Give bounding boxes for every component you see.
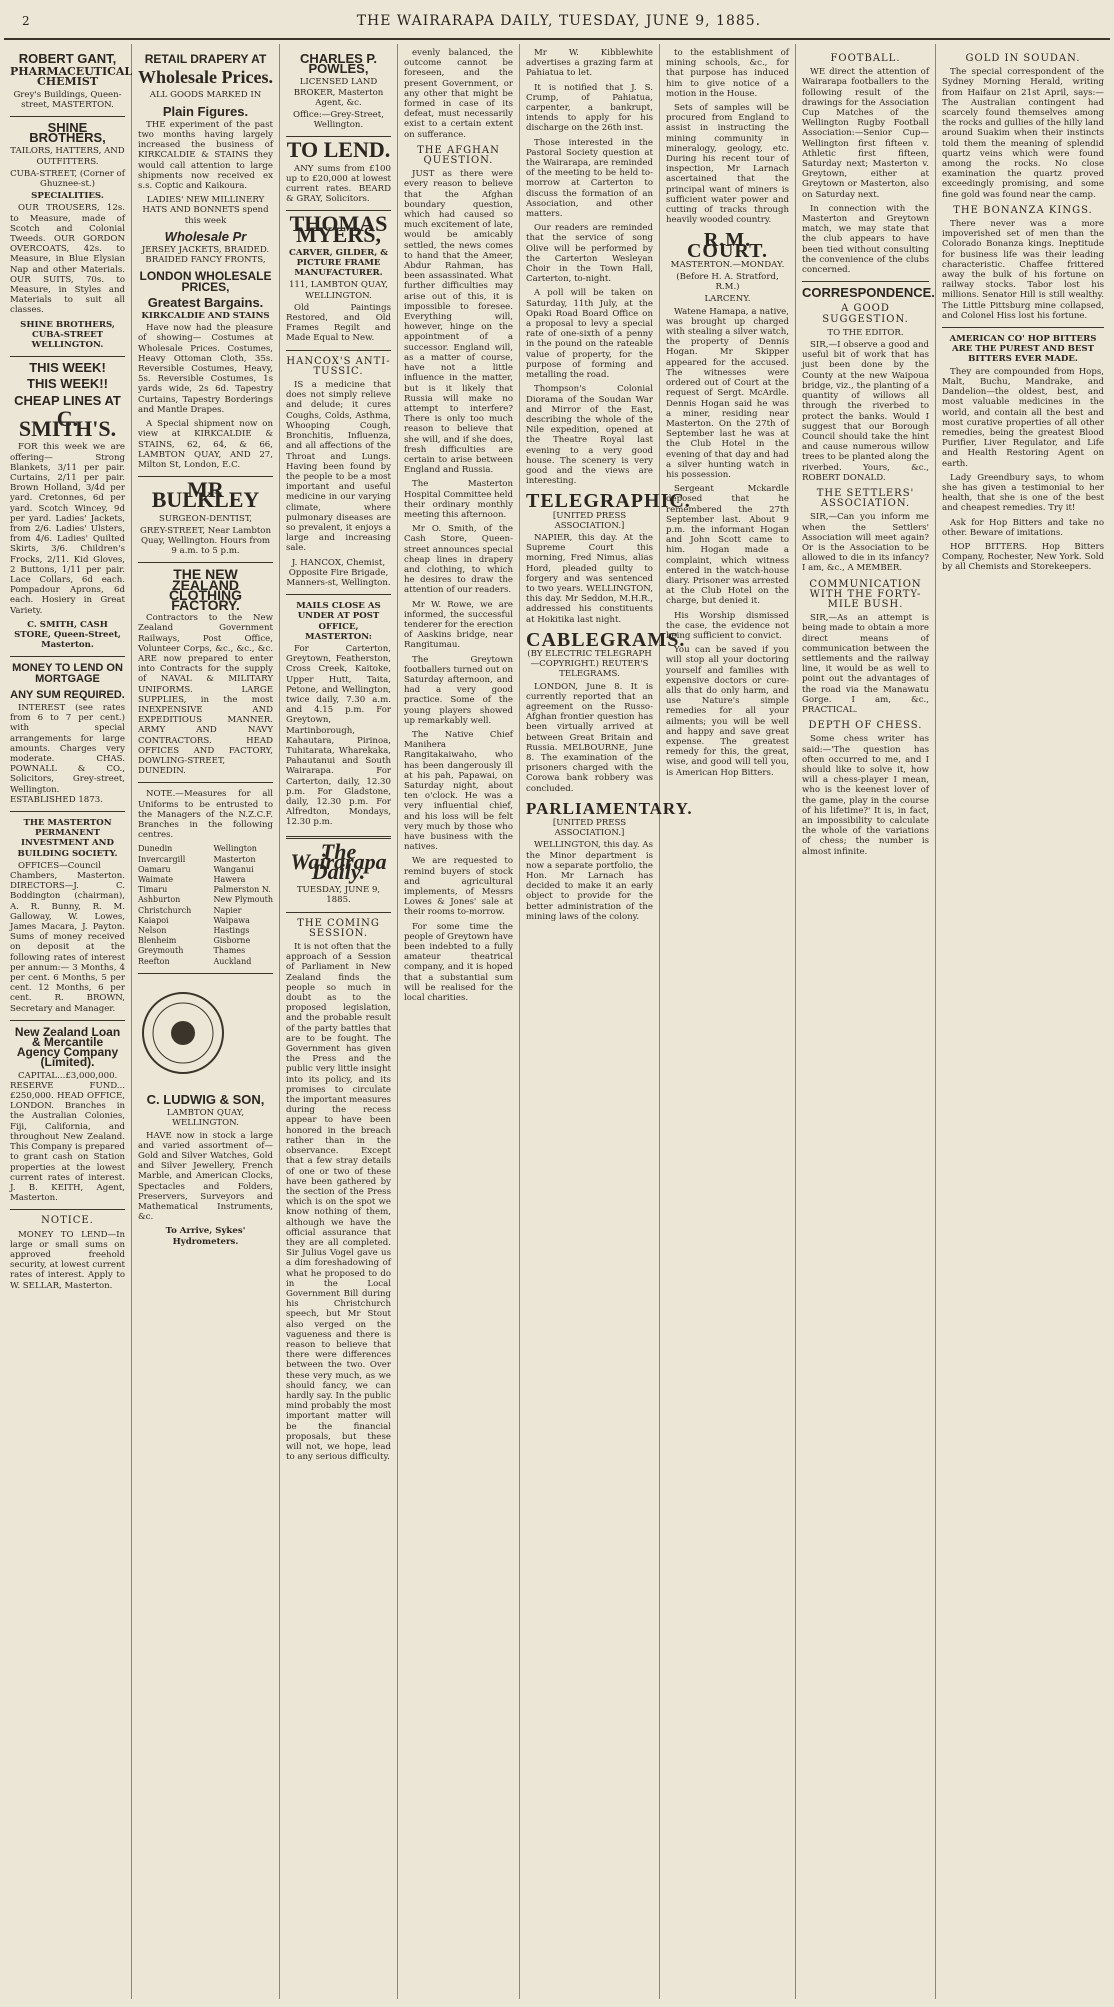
ludwig-body: HAVE now in stock a large and varied assortment of— Gold and Silver Watches, Gold and Silver Jewellery, French Marble, and American Clocks, Spectacles and Folders, Preservers, Surveyors and Mathematical Instruments, &c. xyxy=(138,1130,273,1223)
branch-item: Hastings xyxy=(213,926,250,936)
sergt-body: Sergeant Mckardle deposed that he remembered the 27th September last. About 9 p.m. the informant Hogan and John Scott came to him. Hogan made a complaint, which witness entered in the watch-house diary. Prisoner was arrested at the Club Hotel on the charge, but denied it. xyxy=(666,484,789,607)
tender: Mr W. Rowe, we are informed, the successful tenderer for the erection of Aaskins bridge, near Rangitumau. xyxy=(404,599,513,651)
railway-note: A poll will be taken on Saturday, 11th July, at the Opaki Road Board Office on a proposal to levy a special rate of one-sixth of a penny in the pound on the rateable value of property, for the purpose of forming and metalling the road. xyxy=(526,288,653,381)
branch-item: Greymouth xyxy=(138,946,184,956)
forty-mile-title: COMMUNICATION WITH THE FORTY-MILE BUSH. xyxy=(809,578,922,610)
cablegrams-body: LONDON, June 8. It is currently reported that an agreement on the Russo-Afghan frontier question has been virtually arrived at between Great Britain and Russia. MELBOURNE, June 8. The examination of the prisoners charged with the Corowa bank robbery was concluded. xyxy=(526,681,653,794)
forty-mile-body: SIR,—As an attempt is being made to obtain a more direct means of communication between the settlements and the railway line, it would be as well to point out the advantages of the road via the Manawatu Gorge. I am, &c., PRACTICAL. xyxy=(802,613,929,715)
chess-body: Some chess writer has said:—'The question has often occurred to me, and I should like to solve it, how will a chess-player I mean, who is the keenest lover of the game, play in the course of his lifetime?' It is, in fact, an impossibility to calculate the whole of the variations of chess; the number is almost infinite. xyxy=(802,734,929,857)
football-body-2: In connection with the Masterton and Greytown match, we may state that the club appears to have been tied without consulting the convenience of the clubs concerned. xyxy=(802,203,929,276)
myers-trade: CARVER, GILDER, & PICTURE FRAME MANUFACTURER. xyxy=(289,247,388,279)
clothing-body: Contractors to the New Zealand Government Railways, Post Office, Volunteer Corps, &c., &c., &c. ARE now prepared to enter into Contracts for the supply of NAVAL & MILITARY UNIFORMS. LARGE SUPPLIES, in the most INEXPENSIVE AND EXPEDITIOUS MANNER. ARMY AND NAVY CONTRACTORS. HEAD OFFICES AND FACTORY, DOWLING-STREET, DUNEDIN. xyxy=(138,613,273,777)
rm-court-body: Watene Hamapa, a native, was brought up charged with stealing a silver watch, the property of Dennis Hogan. Mr Skipper appeared for the accused. The witnesses were ordered out of Court at the request of Sergt. McArdle. Dennis Hogan said he was a miner, residing near Masterton. On the 27th of September last he was at the Club Hotel in the evening of that day and had a silver hunting watch in his possession. xyxy=(666,306,789,480)
mails-body: For Carterton, Greytown, Featherston, Cross Creek, Kaitoke, Upper Hutt, Taita, Petone, and Wellington, twice daily, 7.30 a.m. and 4.15 p.m. For Greytown, Martinborough, Kahautara, Pirinoa, Tuhitarata, Wharekaka, Pahautanui and South Wairarapa. For Carterton, daily, 12.30 p.m. For Gladstone, daily, 12.30 p.m. For Alfredton, Mondays, 12.30 p.m. xyxy=(286,643,391,828)
football-body: WE direct the attention of Wairarapa footballers to the following result of the drawings for the Association Cup Matches of the Wellington Rugby Football Association:—Senior Cup—Wellington first fifteen v. Athletic first fifteen, Saturday next; Masterton v. Greytown, either at Greytown or Masterton, also on Saturday next. xyxy=(802,67,929,200)
thompson-note: Thompson's Colonial Diorama of the Soudan War and Mirror of the East, describing the whole of the Nile expedition, opened at the Theatre Royal last evening to a very good house. The scenery is very good and the views are interesting. xyxy=(526,384,653,487)
branch-item: Nelson xyxy=(138,926,167,936)
to-the-editor: TO THE EDITOR. xyxy=(827,327,904,338)
reps: We are requested to remind buyers of stock and agricultural implements, of Messrs Lowes & Jones' sale at their rooms to-morrow. xyxy=(404,856,513,918)
lady-body: Lady Greendbury says, to whom she has given a testimonial to her health, that she is one of the best and cheapest remedies. Try it! xyxy=(942,472,1104,514)
bonanza-body: There never was a more impoverished set of men than the Colorado Bonanza kings. Ineptitude for business life was their leading characteristic. Chaffee frittered away the bulk of his fortune on railway stocks. Tabor lost his millions. Senator Hill is still wealthy. The Little Pittsburg mine collapsed, and Colonel Hiss lost his fortune. xyxy=(942,219,1104,321)
smiths-banner: C. SMITH'S. xyxy=(18,405,117,442)
column-3 xyxy=(280,44,398,1999)
smith-body: FOR this week we are offering— Strong Blankets, 3/11 per pair. Curtains, 2/11 per pair. Brown Holland, 3/4d per yard. Cretonnes, 6d per yard. Scotch Wincey, 9d per yard. Ladies' Jackets, from 2/6. Ladies' Ulsters, from 4/6. Ladies' Quilted Skirts, 3/6. Children's Frocks, 2/11. Kid Gloves, 2 Buttons, 1/11 per pair. Lace Collars, 6d each. Pompadour Aprons, 6d each. Hosiery in Great Variety. xyxy=(10,442,125,616)
shine-address: CUBA-STREET, (Corner of Ghuznee-st.) xyxy=(10,168,125,190)
newspaper-page xyxy=(4,4,1110,2003)
powles-name: CHARLES P. POWLES, xyxy=(299,51,378,77)
soudan-body: The special correspondent of the Sydney Morning Herald, writing from Haifaur on 21st April, says:—The Australian contingent had scarcely found themselves among the rocks and gullies of the hilly land around Suakim when their instincts told them the meaning of splendid quartz veins which were found among the rocks. No close examination the quartz proved exceedingly promising, and some fine gold was found near the camp. xyxy=(942,67,1104,200)
shine-specialities: SPECIALITIES. xyxy=(31,191,104,202)
ludwig-seal-icon xyxy=(138,988,228,1078)
retail-body: THE experiment of the past two months having largely increased the business of KIRKCALDIE & STAINS they would call attention to large shipments now received ex s.s. Coptic and Kaikoura. xyxy=(138,119,273,192)
ludwig-name: C. LUDWIG & SON, xyxy=(146,1092,265,1108)
hancox-title: HANCOX'S ANTI-TUSSIC. xyxy=(286,355,391,377)
bulkley-name: MR BULKLEY xyxy=(151,477,260,513)
mails-title: MAILS CLOSE AS UNDER AT POST OFFICE, MASTERTON: xyxy=(296,601,381,642)
notice-title: NOTICE. xyxy=(41,1215,94,1227)
to-lend-body: ANY sums from £100 up to £20,000 at lowest current rates. BEARD & GRAY, Solicitors. xyxy=(286,163,391,205)
editorial-body: It is not often that the approach of a Session of Parliament in New Zealand finds the people so much in doubt as to the proposed legislation, and the probable result of the party battles that are to be fought. The Government has given the Press and the public very little insight into its policy, and its promises to circulate the important measures during the recess appear to have been honored in the breach rather than in the observance. Except that a few stray details of one or two of these have been gathered by the section of the Press which is on the spot we know nothing of them, although we have the official assurance that they are all completed. Sir Julius Vogel gave us a dim foreshadowing of what he proposed to do in the Local Government Bill during his Christchurch speech, but Mr Stout also verged on the vagueness and there is reason to believe that there were differences between the two. Over these very much, as we should fancy, we can hardly say. In the public mind probably the most important matter will be the financial proposals, but these will not, we hope, lead to any serious difficulty. xyxy=(286,942,391,1463)
kirk-body: Have now had the pleasure of showing— Costumes at Wholesale Prices. Costumes, Heavy Ottoman Cloth, 35s. Reversible Costumes, Heavy, 5s. Reversible Costumes, 1s yards wide, 2s 6d. Tapestry Curtains, Tapestry Borderings and Mantle Drapes. xyxy=(138,323,273,415)
notice-body: MONEY TO LEND—In large or small sums on approved freehold security, at lowest current rates of interest. Apply to W. SELLAR, Masterton. xyxy=(10,1229,125,1291)
paper-date: TUESDAY, JUNE 9, 1885. xyxy=(296,885,381,906)
ludwig-agent: To Arrive, Sykes' Hydrometers. xyxy=(165,1226,246,1247)
soudan-title: GOLD IN SOUDAN. xyxy=(965,53,1081,64)
rm-court-title: R.M. COURT. xyxy=(686,229,769,262)
intro-note: Mr W. Kibblewhite advertises a grazing farm at Pahiatua to let. xyxy=(526,48,653,79)
branch-item: New Plymouth xyxy=(213,895,273,905)
branch-item: Hawera xyxy=(213,875,246,885)
money-title: MONEY TO LEND ON MORTGAGE xyxy=(12,662,123,685)
football-note: The Greytown footballers turned out on Saturday afternoon, and had a very good practice. Some of the young players showed up remarkably well. xyxy=(404,654,513,726)
column-4 xyxy=(398,44,520,1999)
parliamentary-title: PARLIAMENTARY. xyxy=(526,798,693,818)
hancox-body: IS a medicine that does not simply relieve and delude; it cures Coughs, Colds, Asthma, Whooping Cough, Bronchitis, Influenza, and all affections of the Throat and Lungs. Having been found by the people to be a most important and useful medicine in our varying climate, where pulmonary diseases are so prevalent, it enjoys a large and increasing sale. xyxy=(286,380,391,554)
settlers-body: SIR,—Can you inform me when the Settlers' Association will meet again? Or is the Association to be allowed to die in its infancy? I am, &c., A MEMBER. xyxy=(802,512,929,574)
closing-note: For some time the people of Greytown have been indebted to a fully amateur theatrical company, and it is hoped that a substantial sum will be realised for the local charities. xyxy=(404,921,513,1004)
correspondence-title: CORRESPONDENCE. xyxy=(802,285,935,301)
hospital-body: The Masterton Hospital Committee held their ordinary monthly meeting this afternoon. xyxy=(404,479,513,520)
branch-item: Timaru xyxy=(138,885,168,895)
myers-name: THOMAS MYERS, xyxy=(289,211,388,247)
powles-trade: LICENSED LAND BROKER, Masterton Agent, &c. xyxy=(293,77,384,108)
shine-name: SHINE BROTHERS, xyxy=(29,120,106,146)
telegraphic-press: [UNITED PRESS ASSOCIATION.] xyxy=(552,510,627,531)
branch-item: Christchurch xyxy=(138,905,192,915)
smith-address: C. SMITH, CASH STORE, Queen-Street, Masterton. xyxy=(14,619,121,651)
branch-item: Wellington xyxy=(213,844,257,854)
bulkley-trade: SURGEON-DENTIST, xyxy=(158,513,253,524)
wholesale-heading: Wholesale Prices. xyxy=(138,67,273,88)
footer-body: HOP BITTERS. Hop Bitters Company, Rochester, New York. Sold by all Chemists and Storekeepers. xyxy=(942,541,1104,573)
closing-ad: You can be saved if you will stop all your doctoring yourself and families with expensive doctors or cure-alls that do only harm, and use Nature's simple remedies for all your ailments; you will be well and happy and save great expense. The greatest remedy for this, the great, wise, and good will tell you, is American Hop Bitters. xyxy=(666,645,789,778)
paper-name: The Wairarapa Daily. xyxy=(290,838,387,885)
nz-loan-title: New Zealand Loan & Mercantile Agency Company (Limited). xyxy=(14,1024,121,1070)
branch-item: Masterton xyxy=(213,854,256,864)
branch-item: Waimate xyxy=(138,875,174,885)
column-1 xyxy=(4,44,132,1999)
columns xyxy=(4,44,1110,1999)
telegraphic-body: NAPIER, this day. At the Supreme Court this morning, Fred Nimus, alias Hord, pleaded guilty to forgery and was sentenced to two years. WELLINGTON, this day. Mr Seddon, M.H.R., addressed his constituents at Hokitika last night. xyxy=(526,532,653,625)
shine-body: OUR TROUSERS, 12s. to Measure, made of Scotch and Colonial Tweeds. OUR GORDON OVERCOATS, 42s. to Measure, in Blue Elysian Nap and other Materials. OUR SUITS, 70s. to Measure, in Styles and Materials to suit all classes. xyxy=(10,203,125,316)
jersey: JERSEY JACKETS, BRAIDED. BRAIDED FANCY FRONTS, xyxy=(141,245,270,266)
money-body: INTEREST (see rates from 6 to 7 per cent.) with special arrangements for large amounts. Charges very moderate. CHAS. POWNALL & CO., Solicitors, Grey-street, Wellington. ESTABLISHED 1873. xyxy=(10,702,125,805)
branch-item: Napier xyxy=(213,905,242,915)
hop-bitters-title: AMERICAN CO' HOP BITTERS ARE THE PUREST AND BEST BITTERS EVER MADE. xyxy=(949,334,1097,365)
branch-list-a xyxy=(138,844,191,966)
bulkley-address: GREY-STREET, Near Lambton Quay, Wellington. Hours from 9 a.m. to 5 p.m. xyxy=(139,525,272,557)
telegraphic-title: TELEGRAPHIC. xyxy=(526,490,691,513)
branch-item: Invercargill xyxy=(138,854,186,864)
native-chief: The Native Chief Manihera Rangitakaiwaho, who has been dangerously ill at his pah, Papawai, on Saturday night, about ten o'clock. He was a very influential chief, and his loss will be felt very much by those who have business with the natives. xyxy=(404,730,513,853)
bonanza-title: THE BONANZA KINGS. xyxy=(953,204,1093,216)
ludwig-address: LAMBTON QUAY, WELLINGTON. xyxy=(166,1108,245,1129)
newspaper-title: THE WAIRARAPA DAILY, TUESDAY, JUNE 9, 1885. xyxy=(356,13,762,29)
chess-title: DEPTH OF CHESS. xyxy=(808,720,923,732)
all-goods: ALL GOODS MARKED IN xyxy=(149,90,262,101)
powles-office: Office:—Grey-Street, Wellington. xyxy=(293,110,384,131)
gant-trade: PHARMACEUTICAL CHEMIST xyxy=(10,65,133,89)
parliamentary-press: [UNITED PRESS ASSOCIATION.] xyxy=(552,818,627,839)
afghan-body: JUST as there were every reason to believe that the Afghan boundary question, which had caused so much excitement of late, would be amicably settled, the news comes to hand that the Ameer, Abdur Rahman, has been assassinated. What further difficulties may arise out of this, it is impossible to foresee. Everything will, however, hinge on the appointment of a successor. England will, as a matter of course, have not a little influence in the matter, but is it likely that Russia will make no attempt to interfere? There is only too much reason to believe that she will, and if she does, fresh difficulties are certain to arise between England and Russia. xyxy=(404,169,513,476)
myers-address: 111, LAMBTON QUAY, WELLINGTON. xyxy=(288,280,389,301)
chinaman-note: Ask for Hop Bitters and take no other. Beware of imitations. xyxy=(942,517,1104,538)
branches-note: NOTE.—Measures for all Uniforms to be entrusted to the Managers of the N.Z.C.F. Branches in the following centres. xyxy=(138,789,273,841)
column-7 xyxy=(796,44,936,1999)
masthead xyxy=(4,4,1110,40)
football-title: FOOTBALL. xyxy=(830,53,901,64)
gant-address: Grey's Buildings, Queen-street, MASTERTON. xyxy=(13,89,122,110)
editorial-continued: evenly balanced, the outcome cannot be foreseen, and the present Government, or any other that might be formed in case of its defeat, must necessarily exist to a certain extent on sufferance. xyxy=(404,48,513,140)
branch-item: Oamaru xyxy=(138,864,171,874)
branch-list-b xyxy=(213,844,273,966)
kirk-visit: A Special shipment now on view at KIRKCALDIE & STAINS, 62, 64, & 66, LAMBTON QUAY, AND 27, Milton St, London, E.C. xyxy=(138,419,273,470)
shine-footer: SHINE BROTHERS, CUBA-STREET WELLINGTON. xyxy=(20,319,115,351)
branch-item: Auckland xyxy=(213,956,252,966)
branch-item: Wanganui xyxy=(213,864,254,874)
column-5 xyxy=(520,44,693,1999)
branch-item: Kaiapoi xyxy=(138,915,169,925)
branch-item: Waipawa xyxy=(213,915,250,925)
column-8 xyxy=(936,44,1110,1999)
discharged-note: His Worship dismissed the case, the evidence not being sufficient to convict. xyxy=(666,610,789,641)
branch-item: Ashburton xyxy=(138,895,181,905)
afghan-title: THE AFGHAN QUESTION. xyxy=(417,144,500,167)
plain-figures: Plain Figures. xyxy=(162,103,249,119)
hancox-seller: J. HANCOX, Chemist, Opposite Fire Brigade, Manners-st, Wellington. xyxy=(286,557,391,588)
parliamentary-body: WELLINGTON, this day. As the Minor department is now a separate portfolio, the Hon. Mr Larnach has decided to make it an early object to provide for the better administration of the mining laws of the colony. xyxy=(526,840,653,922)
nz-loan-body: CAPITAL...£3,000,000. RESERVE FUND...£250,000. HEAD OFFICE, LONDON. Branches in the Australian Colonies, Fiji, California, and throughout New Zealand. This Company is prepared to grant cash on Station properties at the lowest current rates of interest. J. B. KEITH, Agent, Masterton. xyxy=(10,1070,125,1204)
settlers-title: THE SETTLERS' ASSOCIATION. xyxy=(816,487,915,510)
branch-list xyxy=(138,844,273,966)
mining-intro: to the establishment of mining schools, &c., for that purpose has induced him to give notice of a motion in the House. xyxy=(666,48,789,99)
shine-trade: TAILORS, HATTERS, AND OUTFITTERS. xyxy=(10,146,125,167)
cablegrams-press: (BY ELECTRIC TELEGRAPH—COPYRIGHT.) REUTER'S TELEGRAMS. xyxy=(527,648,652,680)
branch-item: Blenheim xyxy=(138,936,177,946)
clothing-title: THE NEW ZEALAND CLOTHING FACTORY. xyxy=(168,566,243,613)
this-week-2: THIS WEEK!! xyxy=(27,376,108,392)
hop-body: They are compounded from Hops, Malt, Buchu, Mandrake, and Dandelion—the oldest, best, and most valuable medicines in the world, and contain all the best and most curative properties of all other remedies, being the greatest Blood Purifier, Liver Regulator, and Life and Health Restoring Agent on earth. xyxy=(942,366,1104,469)
building-title: THE MASTERTON PERMANENT INVESTMENT AND BUILDING SOCIETY. xyxy=(17,818,118,859)
building-body: OFFICES—Council Chambers, Masterton. DIRECTORS—J. C. Boddington (chairman), A. R. Bunny, R. M. Galloway, W. Lowes, James Macara, J. Payton. Sums of money received on deposit at the following rates of interest per annum:— 3 Months, 4 per cent. 6 Months, 5 per cent. 12 Months, 6 per cent. R. BROWN, Secretary and Manager. xyxy=(10,860,125,1014)
to-lend: TO LEND. xyxy=(286,137,391,163)
wholesale-pr: Wholesale Pr xyxy=(164,228,247,244)
mining-body: Sets of samples will be procured from England to assist in instructing the mining community in mineralogy, geology, etc. During his recent tour of inspection, Mr Larnach ascertained that the principal want of miners is sufficient water power and cutting of tracks through heavily wooded country. xyxy=(666,103,789,226)
column-6 xyxy=(660,44,796,1999)
cash-store: Mr O. Smith, of the Cash Store, Queen-street announces special cheap lines in drapery and clothing, to which he desires to draw the attention of our readers. xyxy=(404,524,513,596)
pastoral-body: Those interested in the Pastoral Society question at the Wairarapa, are reminded of the meeting to be held to-morrow at Carterton to discuss the formation of an Association, and other matters. xyxy=(526,137,653,220)
larceny-heading: LARCENY. xyxy=(704,294,751,305)
greatest-bargains: Greatest Bargains. xyxy=(147,294,264,310)
suggestion-title: A GOOD SUGGESTION. xyxy=(822,303,909,325)
gant-name: ROBERT GANT, xyxy=(18,51,117,66)
london-prices: LONDON WHOLESALE PRICES, xyxy=(139,269,272,294)
page-number: 2 xyxy=(22,14,30,28)
rm-court-bench: (Before H. A. Stratford, R.M.) xyxy=(676,272,779,293)
branch-item: Dunedin xyxy=(138,844,173,854)
pastoral-note: It is notified that J. S. Crump, of Pahiatua, carpenter, a bankrupt, intends to apply for his discharge on the 26th inst. xyxy=(526,82,653,134)
retail-title: RETAIL DRAPERY AT xyxy=(144,52,267,66)
editorial-title: THE COMING SESSION. xyxy=(297,917,380,939)
column-2 xyxy=(132,44,280,1999)
this-week-1: THIS WEEK! xyxy=(29,360,106,376)
branch-item: Reefton xyxy=(138,956,170,966)
rm-court-sub: MASTERTON.—MONDAY. xyxy=(670,259,785,270)
cablegrams-title: CABLEGRAMS. xyxy=(526,628,686,651)
cheap-lines: CHEAP LINES AT xyxy=(14,392,121,408)
branch-item: Thames xyxy=(213,946,246,956)
branch-item: Gisborne xyxy=(213,936,251,946)
ladies-new: LADIES' NEW MILLINERY HATS AND BONNETS spend this week xyxy=(142,195,269,226)
readers-note: Our readers are reminded that the service of song Olive will be performed by the Carterton Wesleyan Choir in the Town Hall, Carterton, to-night. xyxy=(526,223,653,285)
suggestion-body: SIR,—I observe a good and useful bit of work that has just been done by the County at the new Waipoua bridge, viz., the planting of a quantity of willows all through the riverbed to protect the banks. Would I suggest that our Borough Council should take the hint and cause numerous willow trees to be planted along the riverbed. Yours, &c., ROBERT DONALD. xyxy=(802,340,929,483)
myers-body: Old Paintings Restored, and Old Frames Regilt and Made Equal to New. xyxy=(286,302,391,344)
money-sub: ANY SUM REQUIRED. xyxy=(10,688,125,701)
kirkcaldie-1: KIRKCALDIE AND STAINS xyxy=(141,311,270,322)
branch-item: Palmerston N. xyxy=(213,885,271,895)
